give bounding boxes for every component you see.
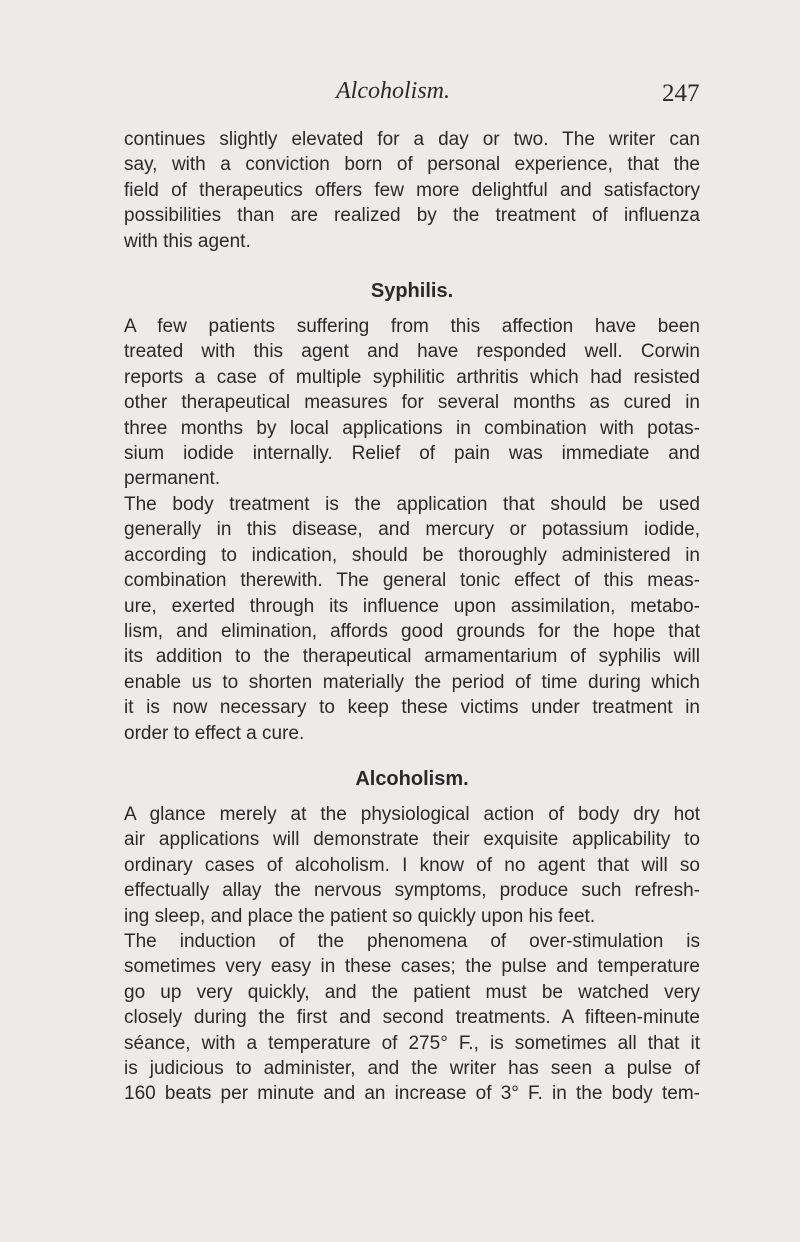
text-line: is judicious to administer, and the writer has seen a pulse of [124, 1058, 700, 1079]
text-line: sium iodide internally. Relief of pain was immediate and [124, 443, 700, 465]
text-line: séance, with a temperature of 275° F., is sometimes all that it [124, 1032, 700, 1054]
text-line: other therapeutical measures for several months as cured in [124, 392, 700, 414]
section-heading: Alcoholism. [355, 767, 469, 790]
text-line: treated with this agent and have responded well. Corwin [124, 341, 700, 363]
text-line: three months by local applications in combination with potas- [124, 417, 700, 439]
body-text [124, 127, 700, 1107]
text-line: reports a case of multiple syphilitic arthritis which had resisted [124, 366, 700, 388]
text-line: enable us to shorten materially the period of time during which [124, 671, 700, 693]
text-line: A glance merely at the physiological action of body dry hot [124, 803, 700, 825]
section-heading: Syphilis. [370, 280, 454, 303]
text-line: possibilities than are realized by the treatment of influenza [124, 205, 700, 227]
running-head [0, 78, 800, 118]
text-line: say, with a conviction born of personal experience, that the [124, 154, 700, 176]
text-line: it is now necessary to keep these victims under treatment in [124, 697, 700, 719]
text-line: permanent. [124, 468, 221, 490]
page-number: 247 [662, 80, 700, 107]
text-line: effectually allay the nervous symptoms, produce such refresh- [124, 880, 700, 902]
text-line: sometimes very easy in these cases; the pulse and temperature [124, 956, 700, 978]
text-line: closely during the first and second treatments. A fifteen-minute [124, 1007, 700, 1029]
text-line: go up very quickly, and the patient must be watched very [124, 981, 700, 1003]
text-line: 160 beats per minute and an increase of 3° F. in the body tem- [124, 1083, 700, 1105]
text-line: field of therapeutics offers few more delightful and satisfactory [124, 179, 700, 201]
text-line: The induction of the phenomena of over-stimulation is [124, 930, 700, 952]
text-line: combination therewith. The general tonic effect of this meas- [124, 570, 700, 592]
text-line: according to indication, should be thoroughly administered in [124, 544, 700, 566]
running-head-title: Alcoholism. [336, 78, 450, 104]
text-line: lism, and elimination, affords good grounds for the hope that [124, 620, 700, 642]
text-line: its addition to the therapeutical armamentarium of syphilis will [124, 646, 700, 668]
text-line: order to effect a cure. [124, 722, 305, 744]
text-line: air applications will demonstrate their exquisite applicability to [124, 829, 700, 851]
text-line: ure, exerted through its influence upon assimilation, metabo- [124, 595, 700, 617]
text-line: ing sleep, and place the patient so quickly upon his feet. [124, 905, 596, 927]
text-line: ordinary cases of alcoholism. I know of no agent that will so [124, 854, 700, 876]
text-line: A few patients suffering from this affection have been [124, 316, 700, 338]
text-line: The body treatment is the application that should be used [124, 493, 700, 515]
text-line: continues slightly elevated for a day or two. The writer can [124, 129, 700, 150]
text-line: with this agent. [124, 230, 251, 252]
text-line: generally in this disease, and mercury or potassium iodide, [124, 519, 700, 541]
